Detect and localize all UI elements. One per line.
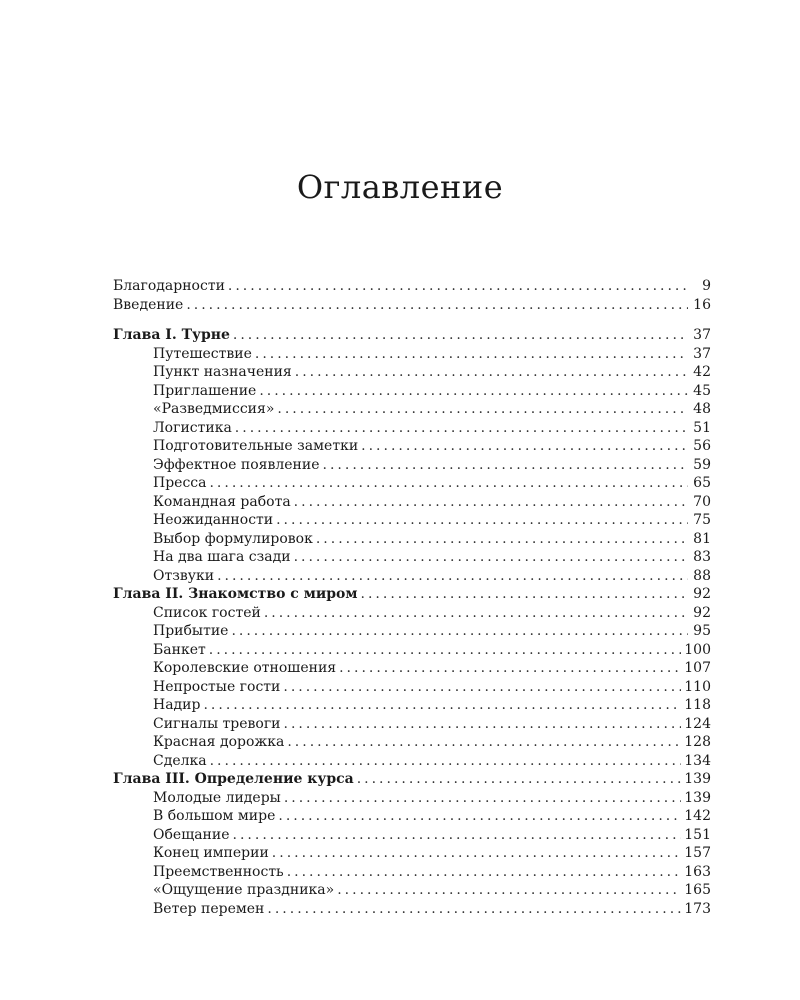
toc-item-page: 81 — [693, 530, 711, 547]
leader-dots — [284, 715, 682, 734]
toc-entry-label: Введение — [113, 296, 184, 313]
toc-chapter-label: Глава III. Определение курса — [113, 771, 354, 787]
leader-dots — [323, 456, 688, 475]
toc-item-label: Сделка — [153, 752, 207, 769]
toc-item-page: 56 — [693, 438, 711, 454]
toc-item — [113, 511, 711, 530]
toc-item-label: Сигналы тревоги — [153, 715, 281, 732]
leader-dots — [287, 863, 682, 882]
toc-item-page: 59 — [693, 456, 711, 473]
leader-dots — [209, 641, 682, 660]
toc-item-page: 165 — [684, 882, 711, 898]
toc-item-label: Прибытие — [153, 623, 229, 639]
toc-item-page: 75 — [693, 512, 711, 528]
leader-dots — [361, 585, 688, 604]
toc-item-label: Приглашение — [153, 382, 257, 399]
leader-dots — [233, 326, 688, 345]
toc-item — [113, 493, 711, 512]
toc-item — [113, 678, 711, 697]
toc-entry-label: Благодарности — [113, 278, 225, 294]
spacer — [113, 314, 711, 326]
toc-chapter-label: Глава II. Знакомство с миром — [113, 586, 358, 602]
toc-item — [113, 567, 711, 586]
toc-item-page: 37 — [693, 345, 711, 362]
toc-item-page: 157 — [684, 845, 711, 861]
toc-chapter-label: Глава I. Турне — [113, 327, 230, 343]
leader-dots — [294, 548, 688, 567]
toc-item-page: 124 — [684, 715, 711, 732]
leader-dots — [235, 419, 688, 438]
toc-item — [113, 604, 711, 623]
toc-item-page: 83 — [693, 549, 711, 565]
toc-item-label: В большом мире — [153, 808, 276, 824]
toc-item — [113, 363, 711, 382]
toc-item — [113, 789, 711, 808]
toc-item — [113, 900, 711, 919]
toc-chapter-page: 139 — [684, 771, 711, 787]
leader-dots — [255, 345, 688, 364]
leader-dots — [209, 474, 688, 493]
toc-item — [113, 715, 711, 734]
table-of-contents — [113, 277, 711, 918]
page-title: Оглавление — [296, 168, 504, 206]
toc-item — [113, 659, 711, 678]
leader-dots — [276, 511, 688, 530]
toc-item — [113, 456, 711, 475]
leader-dots — [357, 770, 682, 789]
leader-dots — [337, 881, 681, 900]
toc-item-page: 48 — [693, 401, 711, 417]
toc-item-label: Путешествие — [153, 345, 252, 362]
toc-item-page: 139 — [684, 789, 711, 806]
toc-item — [113, 826, 711, 845]
toc-item — [113, 844, 711, 863]
toc-item-page: 134 — [684, 752, 711, 769]
toc-item — [113, 733, 711, 752]
toc-item-page: 128 — [684, 734, 711, 750]
toc-item-label: Отзвуки — [153, 567, 215, 584]
leader-dots — [203, 696, 681, 715]
leader-dots — [277, 400, 688, 419]
toc-item — [113, 530, 711, 549]
toc-item-label: Конец империи — [153, 845, 269, 861]
toc-item-label: Непростые гости — [153, 678, 281, 695]
toc-chapter-3 — [113, 770, 711, 789]
toc-item-label: Молодые лидеры — [153, 789, 281, 806]
toc-item — [113, 881, 711, 900]
toc-item — [113, 696, 711, 715]
toc-item — [113, 752, 711, 771]
toc-item-page: 95 — [693, 623, 711, 639]
toc-item — [113, 474, 711, 493]
leader-dots — [287, 733, 681, 752]
toc-item-label: Обещание — [153, 826, 230, 843]
toc-item-label: Список гостей — [153, 604, 261, 621]
toc-item — [113, 345, 711, 364]
toc-entry-introduction — [113, 296, 711, 315]
leader-dots — [284, 789, 681, 808]
toc-item-page: 151 — [684, 826, 711, 843]
toc-item — [113, 863, 711, 882]
toc-item-label: Подготовительные заметки — [153, 438, 359, 454]
toc-item-label: Надир — [153, 697, 201, 713]
toc-item-label: «Ощущение праздника» — [153, 882, 335, 898]
toc-item-page: 173 — [684, 900, 711, 917]
toc-item-label: Банкет — [153, 641, 206, 658]
leader-dots — [339, 659, 681, 678]
leader-dots — [217, 567, 688, 586]
leader-dots — [295, 363, 688, 382]
toc-item-page: 107 — [684, 660, 711, 676]
toc-item-label: Пресса — [153, 475, 207, 491]
leader-dots — [294, 493, 688, 512]
toc-item-page: 118 — [684, 697, 711, 713]
toc-item — [113, 400, 711, 419]
toc-item — [113, 419, 711, 438]
toc-item-page: 70 — [693, 493, 711, 510]
leader-dots — [210, 752, 682, 771]
toc-entry-page: 16 — [693, 296, 711, 313]
toc-item-page: 142 — [684, 808, 711, 824]
leader-dots — [264, 604, 688, 623]
toc-entry-page: 9 — [702, 278, 711, 294]
toc-item — [113, 382, 711, 401]
toc-chapter-1 — [113, 326, 711, 345]
leader-dots — [231, 622, 688, 641]
leader-dots — [233, 826, 682, 845]
toc-item — [113, 437, 711, 456]
toc-item-page: 100 — [684, 641, 711, 658]
toc-item-label: Эффектное появление — [153, 456, 320, 473]
leader-dots — [283, 678, 681, 697]
toc-item — [113, 548, 711, 567]
leader-dots — [228, 277, 688, 296]
toc-entry-acknowledgements — [113, 277, 711, 296]
leader-dots — [361, 437, 688, 456]
toc-chapter-page: 92 — [693, 586, 711, 602]
toc-item-page: 163 — [684, 863, 711, 880]
toc-item-label: Логистика — [153, 419, 232, 436]
leader-dots — [278, 807, 681, 826]
toc-item-page: 45 — [693, 382, 711, 399]
toc-item-page: 110 — [684, 678, 711, 695]
toc-item-label: Выбор формулировок — [153, 530, 313, 547]
toc-item — [113, 622, 711, 641]
toc-item — [113, 641, 711, 660]
toc-item-page: 92 — [693, 604, 711, 621]
leader-dots — [259, 382, 688, 401]
leader-dots — [267, 900, 681, 919]
toc-item-label: Красная дорожка — [153, 734, 285, 750]
toc-item-page: 51 — [693, 419, 711, 436]
toc-item-label: Неожиданности — [153, 512, 274, 528]
toc-chapter-2 — [113, 585, 711, 604]
toc-item-label: Королевские отношения — [153, 660, 337, 676]
leader-dots — [272, 844, 681, 863]
toc-item-page: 42 — [693, 364, 711, 380]
toc-item-label: Пункт назначения — [153, 364, 292, 380]
toc-item-label: «Разведмиссия» — [153, 401, 275, 417]
toc-item-label: Ветер перемен — [153, 900, 265, 917]
toc-item-label: Преемственность — [153, 863, 284, 880]
leader-dots — [316, 530, 688, 549]
leader-dots — [186, 296, 688, 315]
toc-item-label: Командная работа — [153, 493, 291, 510]
toc-item-label: На два шага сзади — [153, 549, 291, 565]
toc-item-page: 65 — [693, 475, 711, 491]
toc-item-page: 88 — [693, 567, 711, 584]
toc-item — [113, 807, 711, 826]
toc-chapter-page: 37 — [693, 327, 711, 343]
